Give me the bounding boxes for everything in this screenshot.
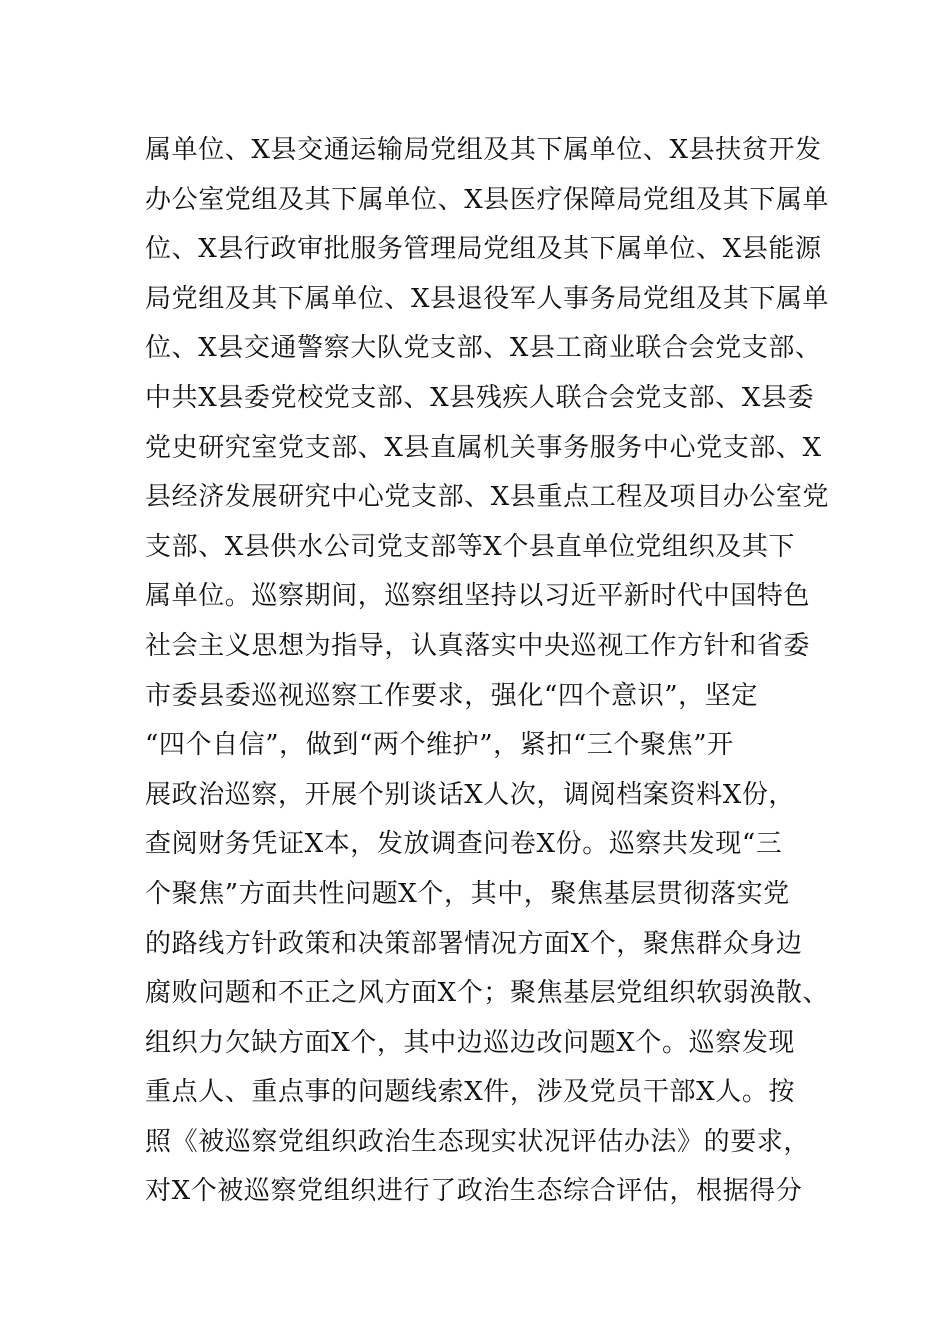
text-line: 展政治巡察，开展个别谈话X人次，调阅档案资料X份， bbox=[145, 779, 796, 810]
text-line: 党史研究室党支部、X县直属机关事务服务中心党支部、X bbox=[145, 432, 822, 463]
text-line: 属单位。巡察期间，巡察组坚持以习近平新时代中国特色 bbox=[145, 581, 811, 612]
text-line: 支部、X县供水公司党支部等X个县直单位党组织及其下 bbox=[145, 531, 796, 562]
text-line: 个聚焦”方面共性问题X个，其中，聚焦基层贯彻落实党 bbox=[145, 878, 790, 909]
body-paragraph bbox=[145, 126, 830, 1217]
text-line: 局党组及其下属单位、X县退役军人事务局党组及其下属单 bbox=[145, 283, 830, 314]
text-line: 的路线方针政策和决策部署情况方面X个，聚焦群众身边 bbox=[145, 928, 803, 959]
text-line: “四个自信”，做到“两个维护”，紧扣“三个聚焦”开 bbox=[145, 730, 734, 761]
text-line: 照《被巡察党组织政治生态现实状况评估办法》的要求， bbox=[145, 1126, 811, 1157]
text-line: 腐败问题和不正之风方面X个；聚焦基层党组织软弱涣散、 bbox=[145, 978, 830, 1009]
text-line: 市委县委巡视巡察工作要求，强化“四个意识”，坚定 bbox=[145, 680, 758, 711]
text-line: 社会主义思想为指导，认真落实中央巡视工作方针和省委 bbox=[145, 630, 811, 661]
text-line: 中共X县委党校党支部、X县残疾人联合会党支部、X县委 bbox=[145, 382, 815, 413]
text-line: 重点人、重点事的问题线索X件，涉及党员干部X人。按 bbox=[145, 1077, 796, 1108]
text-line: 属单位、X县交通运输局党组及其下属单位、X县扶贫开发 bbox=[145, 135, 822, 165]
text-line: 位、X县交通警察大队党支部、X县工商业联合会党支部、 bbox=[145, 333, 822, 364]
text-line: 对X个被巡察党组织进行了政治生态综合评估，根据得分 bbox=[145, 1176, 803, 1207]
text-line: 位、X县行政审批服务管理局党组及其下属单位、X县能源 bbox=[145, 234, 822, 265]
text-line: 办公室党组及其下属单位、X县医疗保障局党组及其下属单 bbox=[145, 184, 830, 215]
text-line: 组织力欠缺方面X个，其中边巡边改问题X个。巡察发现 bbox=[145, 1027, 796, 1058]
text-line: 县经济发展研究中心党支部、X县重点工程及项目办公室党 bbox=[145, 482, 830, 513]
text-line: 查阅财务凭证X本，发放调查问卷X份。巡察共发现“三 bbox=[145, 829, 783, 860]
